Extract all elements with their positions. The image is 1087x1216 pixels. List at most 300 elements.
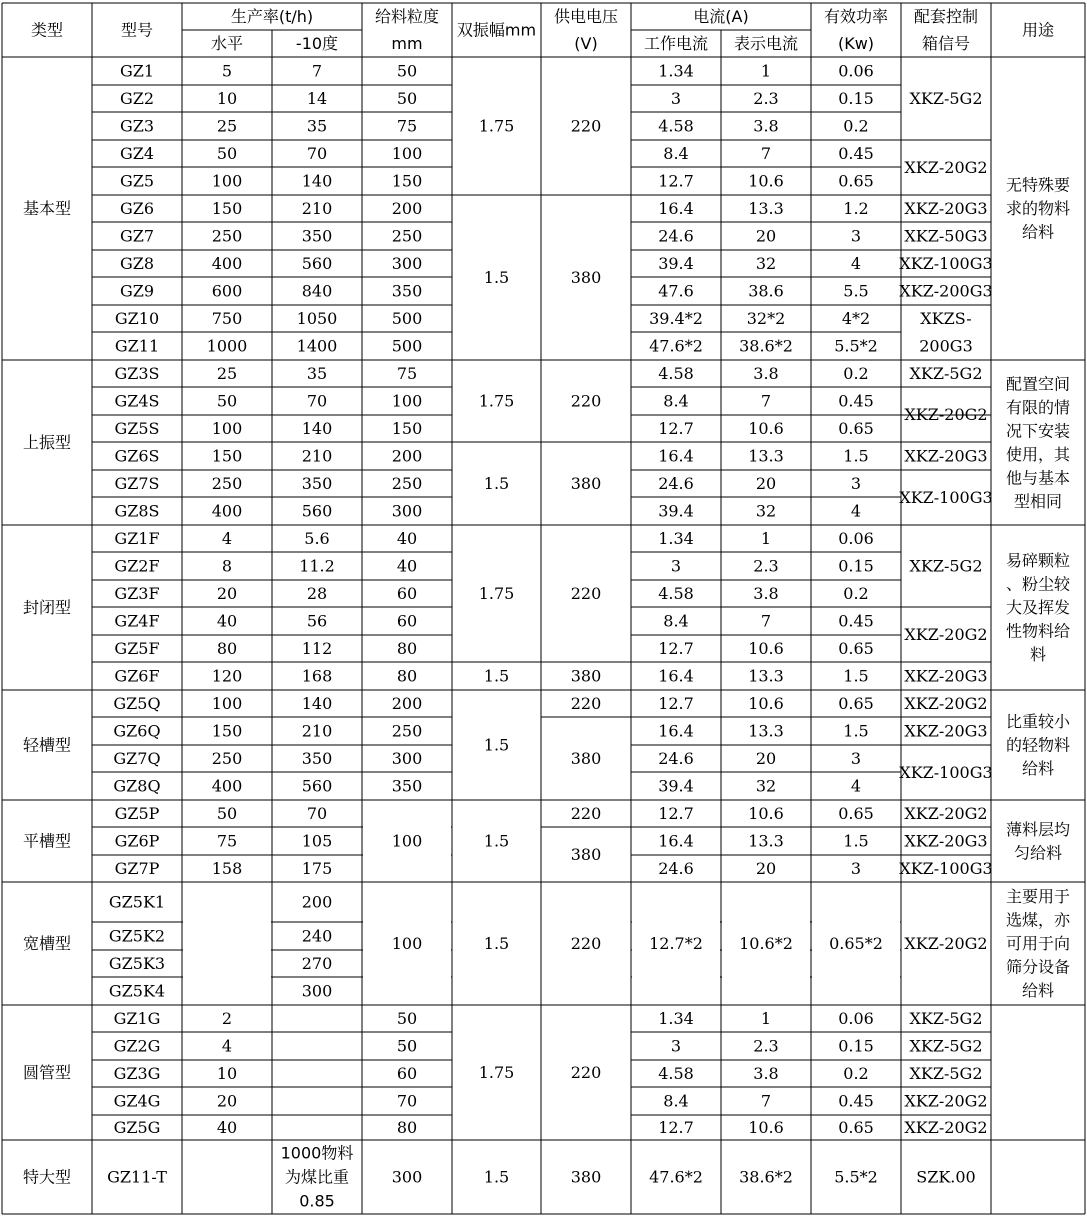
model-cell: GZ7 xyxy=(119,226,155,246)
header-grain: 给料粒度 xyxy=(374,7,440,26)
model-cell: GZ5K3 xyxy=(108,954,166,973)
rate-h-cell: 25 xyxy=(216,364,238,383)
rate-10-cell: 105 xyxy=(301,831,333,851)
volt-cell: 220 xyxy=(570,584,602,603)
header-volt: 供电电压 xyxy=(553,7,619,26)
cur-show-cell: 13.3 xyxy=(748,721,784,741)
rate-10-cell: 56 xyxy=(306,611,328,631)
model-cell: GZ8 xyxy=(119,254,155,273)
power-cell: 0.06 xyxy=(838,61,874,81)
use-cell: 易碎颗粒 xyxy=(1005,551,1071,570)
power-cell: 0.45 xyxy=(838,1091,874,1111)
power-cell: 3 xyxy=(850,226,862,246)
cur-show-cell: 10.6 xyxy=(748,1118,784,1137)
rate-h-cell: 20 xyxy=(216,584,238,603)
model-cell: GZ1G xyxy=(113,1009,161,1028)
group-label: 宽槽型 xyxy=(22,934,72,953)
rate-10-cell: 11.2 xyxy=(299,556,335,576)
cur-work-cell: 47.6*2 xyxy=(649,1167,703,1187)
model-cell: GZ4F xyxy=(114,611,160,631)
ctrl-cell: XKZ-20G2 xyxy=(904,625,988,644)
rate-10-cell: 175 xyxy=(301,859,333,878)
cur-show-cell: 32 xyxy=(755,254,777,273)
grain-cell: 80 xyxy=(396,666,418,686)
grain-cell: 80 xyxy=(396,1118,418,1137)
cur-work-cell: 12.7*2 xyxy=(649,934,703,953)
model-cell: GZ11 xyxy=(114,336,160,356)
header-power-unit: (Kw) xyxy=(837,34,875,53)
ctrl-cell: XKZ-50G3 xyxy=(904,226,988,246)
amp-cell: 1.5 xyxy=(483,1167,510,1187)
model-cell: GZ5S xyxy=(114,419,160,438)
use-cell: 主要用于 xyxy=(1005,887,1071,906)
header-rate: 生产率(t/h) xyxy=(230,7,314,26)
rate-10-cell: 35 xyxy=(306,364,328,383)
power-cell: 5.5*2 xyxy=(834,1167,878,1187)
rate-10-cell: 140 xyxy=(301,171,333,191)
grain-cell: 250 xyxy=(391,226,423,246)
ctrl-cell: XKZ-5G2 xyxy=(909,364,983,383)
cur-show-cell: 10.6*2 xyxy=(739,934,793,953)
grain-cell: 50 xyxy=(396,1009,418,1028)
grain-cell: 150 xyxy=(391,419,423,438)
rate-h-cell: 10 xyxy=(216,1064,238,1083)
power-cell: 1.5 xyxy=(843,831,869,851)
model-cell: GZ3 xyxy=(119,116,155,136)
power-cell: 0.65 xyxy=(838,639,874,658)
rate-10-cell: 14 xyxy=(306,89,328,108)
rate-h-cell: 40 xyxy=(216,611,238,631)
power-cell: 0.2 xyxy=(843,584,869,603)
rate-10-cell: 210 xyxy=(301,446,333,466)
model-cell: GZ2G xyxy=(113,1036,161,1056)
rate-h-cell: 250 xyxy=(211,749,243,768)
header-rate-h: 水平 xyxy=(210,34,244,53)
volt-cell: 380 xyxy=(570,474,602,493)
power-cell: 0.45 xyxy=(838,611,874,631)
cur-show-cell: 20 xyxy=(755,749,777,768)
use-cell: 无特殊要 xyxy=(1005,175,1071,195)
power-cell: 0.65*2 xyxy=(829,934,883,953)
ctrl-cell: 200G3 xyxy=(919,336,973,356)
model-cell: GZ7P xyxy=(114,859,160,878)
use-cell: 他与基本 xyxy=(1005,468,1071,488)
power-cell: 0.2 xyxy=(843,1064,869,1083)
rate-h-cell: 4 xyxy=(221,529,233,548)
header-current: 电流(A) xyxy=(693,7,749,26)
cur-show-cell: 2.3 xyxy=(753,1036,779,1056)
rate-h-cell: 250 xyxy=(211,474,243,493)
power-cell: 0.06 xyxy=(838,1009,874,1028)
rate-10-cell: 70 xyxy=(306,804,328,823)
grain-cell: 500 xyxy=(391,309,423,328)
volt-cell: 380 xyxy=(570,1167,602,1187)
grain-cell: 100 xyxy=(391,831,423,851)
grain-cell: 50 xyxy=(396,1036,418,1056)
rate-h-cell: 25 xyxy=(216,116,238,136)
power-cell: 4 xyxy=(850,776,862,796)
use-cell: 型相同 xyxy=(1013,491,1063,511)
grain-cell: 300 xyxy=(391,1167,423,1187)
cur-work-cell: 12.7 xyxy=(658,639,694,658)
cur-work-cell: 4.58 xyxy=(658,584,694,603)
ctrl-cell: XKZ-20G2 xyxy=(904,1091,988,1111)
use-cell: 使用，其 xyxy=(1005,444,1071,464)
use-cell: 给料 xyxy=(1021,759,1055,778)
rate-10-cell: 140 xyxy=(301,419,333,438)
use-cell: 给料 xyxy=(1021,222,1055,242)
cur-work-cell: 3 xyxy=(670,89,682,108)
model-cell: GZ5K2 xyxy=(108,926,166,946)
cur-show-cell: 1 xyxy=(760,61,772,81)
cur-show-cell: 7 xyxy=(760,391,772,411)
model-cell: GZ1F xyxy=(114,529,160,548)
model-cell: GZ8Q xyxy=(113,776,161,796)
rate-10-cell: 112 xyxy=(301,639,333,658)
cur-work-cell: 12.7 xyxy=(658,171,694,191)
grain-cell: 350 xyxy=(391,776,423,796)
power-cell: 0.2 xyxy=(843,116,869,136)
rate-10-cell: 28 xyxy=(306,584,328,603)
volt-cell: 380 xyxy=(570,845,602,864)
grain-cell: 60 xyxy=(396,584,418,603)
power-cell: 0.15 xyxy=(838,556,874,576)
power-cell: 3 xyxy=(850,474,862,493)
rate-h-cell: 2 xyxy=(221,1009,233,1028)
use-cell: 求的物料 xyxy=(1005,199,1071,218)
cur-work-cell: 1.34 xyxy=(658,61,694,81)
model-cell: GZ4S xyxy=(114,391,160,411)
rate-h-cell: 150 xyxy=(211,721,243,741)
cur-work-cell: 12.7 xyxy=(658,804,694,823)
cur-work-cell: 12.7 xyxy=(658,694,694,713)
model-cell: GZ5F xyxy=(114,639,160,658)
cur-work-cell: 8.4 xyxy=(663,611,689,631)
rate-h-cell: 400 xyxy=(211,501,243,521)
header-amp: 双振幅mm xyxy=(456,20,537,40)
header-power: 有效功率 xyxy=(823,7,889,26)
rate-10-cell: 70 xyxy=(306,144,328,163)
cur-show-cell: 20 xyxy=(755,474,777,493)
rate-h-cell: 5 xyxy=(221,61,233,81)
power-cell: 0.65 xyxy=(838,694,874,713)
ctrl-cell: XKZ-20G2 xyxy=(904,158,988,177)
rate-h-cell: 100 xyxy=(211,419,243,438)
use-cell: 配置空间 xyxy=(1005,374,1071,394)
rate-10-cell: 840 xyxy=(301,281,333,301)
cur-show-cell: 2.3 xyxy=(753,89,779,108)
grain-cell: 200 xyxy=(391,199,423,218)
cur-show-cell: 3.8 xyxy=(753,364,779,383)
cur-work-cell: 4.58 xyxy=(658,364,694,383)
rate-10-cell: 350 xyxy=(301,474,333,493)
cur-work-cell: 16.4 xyxy=(658,446,694,466)
ctrl-cell: XKZS- xyxy=(920,309,972,328)
use-cell: 筛分设备 xyxy=(1005,957,1071,977)
power-cell: 0.65 xyxy=(838,804,874,823)
cur-work-cell: 39.4 xyxy=(658,776,694,796)
power-cell: 0.45 xyxy=(838,391,874,411)
rate-h-cell: 600 xyxy=(211,281,243,301)
use-cell: 的轻物料 xyxy=(1005,735,1071,755)
rate-10-cell: 35 xyxy=(306,116,328,136)
rate-10-cell: 560 xyxy=(301,254,333,273)
use-cell: 况下安装 xyxy=(1005,421,1071,441)
model-cell: GZ4G xyxy=(113,1091,161,1111)
rate-10-cell: 168 xyxy=(301,666,333,686)
cur-show-cell: 32 xyxy=(755,501,777,521)
grain-cell: 60 xyxy=(396,1064,418,1083)
model-cell: GZ6 xyxy=(119,199,155,218)
rate-10-cell: 210 xyxy=(301,199,333,218)
cur-show-cell: 10.6 xyxy=(748,694,784,713)
header-cur-work: 工作电流 xyxy=(643,34,709,53)
power-cell: 0.06 xyxy=(838,529,874,548)
rate-h-cell: 400 xyxy=(211,776,243,796)
rate-h-cell: 400 xyxy=(211,254,243,273)
header-cur-show: 表示电流 xyxy=(733,34,799,53)
rate-10-cell: 1400 xyxy=(296,336,338,356)
grain-cell: 200 xyxy=(391,694,423,713)
cur-show-cell: 20 xyxy=(755,859,777,878)
cur-work-cell: 1.34 xyxy=(658,529,694,548)
amp-cell: 1.5 xyxy=(483,934,510,953)
cur-show-cell: 38.6 xyxy=(748,281,784,301)
cur-show-cell: 10.6 xyxy=(748,419,784,438)
model-cell: GZ10 xyxy=(114,309,160,328)
cur-show-cell: 7 xyxy=(760,611,772,631)
volt-cell: 220 xyxy=(570,116,602,136)
power-cell: 4 xyxy=(850,501,862,521)
grain-cell: 100 xyxy=(391,144,423,163)
cur-work-cell: 3 xyxy=(670,1036,682,1056)
rate-h-cell: 158 xyxy=(211,859,243,878)
model-cell: GZ5G xyxy=(113,1118,161,1137)
model-cell: GZ6S xyxy=(114,446,160,466)
rate-h-cell: 150 xyxy=(211,199,243,218)
use-cell: 大及挥发 xyxy=(1005,598,1071,617)
amp-cell: 1.5 xyxy=(483,474,510,493)
group-label: 上振型 xyxy=(22,433,72,452)
cur-show-cell: 32 xyxy=(755,776,777,796)
model-cell: GZ7S xyxy=(114,474,160,493)
grain-cell: 50 xyxy=(396,61,418,81)
cur-work-cell: 16.4 xyxy=(658,831,694,851)
cur-work-cell: 12.7 xyxy=(658,1118,694,1137)
power-cell: 5.5*2 xyxy=(834,336,878,356)
ctrl-cell: XKZ-20G2 xyxy=(904,804,988,823)
volt-cell: 380 xyxy=(570,749,602,768)
grain-cell: 250 xyxy=(391,721,423,741)
power-cell: 1.5 xyxy=(843,666,869,686)
ctrl-cell: XKZ-20G2 xyxy=(904,405,988,424)
use-cell: 薄料层均 xyxy=(1005,819,1071,839)
rate-h-cell: 150 xyxy=(211,446,243,466)
group-label: 圆管型 xyxy=(22,1063,72,1082)
use-cell: 选煤，亦 xyxy=(1005,910,1071,930)
ctrl-cell: XKZ-20G3 xyxy=(904,831,988,851)
cur-show-cell: 38.6*2 xyxy=(739,336,793,356)
ctrl-cell: XKZ-20G3 xyxy=(904,446,988,466)
grain-cell: 300 xyxy=(391,501,423,521)
cur-work-cell: 4.58 xyxy=(658,116,694,136)
model-cell: GZ4 xyxy=(119,144,155,163)
volt-cell: 220 xyxy=(570,934,602,953)
cur-work-cell: 3 xyxy=(670,556,682,576)
power-cell: 0.15 xyxy=(838,89,874,108)
group-label: 轻槽型 xyxy=(22,735,72,755)
rate-10-cell: 1050 xyxy=(296,309,338,328)
grain-cell: 300 xyxy=(391,749,423,768)
ctrl-cell: XKZ-5G2 xyxy=(909,1064,983,1083)
grain-cell: 500 xyxy=(391,336,423,356)
volt-cell: 220 xyxy=(570,391,602,411)
power-cell: 1.5 xyxy=(843,446,869,466)
cur-work-cell: 39.4*2 xyxy=(649,309,703,328)
cur-work-cell: 24.6 xyxy=(658,749,694,768)
power-cell: 0.45 xyxy=(838,144,874,163)
rate-h-cell: 10 xyxy=(216,89,238,108)
header-volt-unit: (V) xyxy=(574,34,598,53)
group-label: 封闭型 xyxy=(22,598,72,617)
rate-10-cell: 270 xyxy=(301,954,333,973)
use-cell: 料 xyxy=(1029,645,1047,664)
cur-work-cell: 8.4 xyxy=(663,1091,689,1111)
cur-show-cell: 10.6 xyxy=(748,804,784,823)
cell-mask xyxy=(183,883,271,1004)
amp-cell: 1.75 xyxy=(478,391,515,411)
model-cell: GZ5 xyxy=(119,171,155,191)
amp-cell: 1.75 xyxy=(478,1063,515,1082)
power-cell: 4*2 xyxy=(841,309,871,328)
cur-show-cell: 13.3 xyxy=(748,831,784,851)
cur-work-cell: 16.4 xyxy=(658,199,694,218)
rate-10-cell: 210 xyxy=(301,721,333,741)
cur-work-cell: 1.34 xyxy=(658,1009,694,1028)
rate-h-cell: 120 xyxy=(211,666,243,686)
cur-work-cell: 4.58 xyxy=(658,1064,694,1083)
cur-show-cell: 3.8 xyxy=(753,1064,779,1083)
rate-h-cell: 80 xyxy=(216,639,238,658)
use-cell: 可用于向 xyxy=(1005,934,1071,953)
header-grain-unit: mm xyxy=(391,34,423,53)
model-cell: GZ9 xyxy=(119,281,155,301)
ctrl-cell: XKZ-20G2 xyxy=(904,694,988,713)
power-cell: 1.5 xyxy=(843,721,869,741)
rate-h-cell: 250 xyxy=(211,226,243,246)
cur-show-cell: 2.3 xyxy=(753,556,779,576)
grain-cell: 200 xyxy=(391,446,423,466)
grain-cell: 40 xyxy=(396,556,418,576)
power-cell: 5.5 xyxy=(843,281,869,301)
model-cell: GZ2F xyxy=(114,556,160,576)
model-cell: GZ8S xyxy=(114,501,160,521)
use-cell: 性物料给 xyxy=(1005,621,1071,641)
power-cell: 3 xyxy=(850,749,862,768)
grain-cell: 80 xyxy=(396,639,418,658)
rate-h-cell: 750 xyxy=(211,309,243,328)
volt-cell: 220 xyxy=(570,804,602,823)
amp-cell: 1.5 xyxy=(483,735,510,755)
rate-h-cell: 50 xyxy=(216,144,238,163)
cur-show-cell: 1 xyxy=(760,529,772,548)
cur-work-cell: 24.6 xyxy=(658,226,694,246)
volt-cell: 380 xyxy=(570,268,602,287)
cur-show-cell: 13.3 xyxy=(748,199,784,218)
model-cell: GZ5Q xyxy=(113,694,161,713)
ctrl-cell: XKZ-100G3 xyxy=(899,859,993,878)
model-cell: GZ11-T xyxy=(107,1167,167,1187)
volt-cell: 220 xyxy=(570,1063,602,1082)
header-model: 型号 xyxy=(120,20,154,40)
rate-10-cell: 200 xyxy=(301,892,333,912)
ctrl-cell: XKZ-100G3 xyxy=(899,763,993,782)
cur-work-cell: 8.4 xyxy=(663,144,689,163)
cur-work-cell: 16.4 xyxy=(658,721,694,741)
grain-cell: 300 xyxy=(391,254,423,273)
volt-cell: 380 xyxy=(570,666,602,686)
volt-cell: 220 xyxy=(570,694,602,713)
rate-h-cell: 8 xyxy=(221,556,233,576)
grain-cell: 100 xyxy=(391,934,423,953)
cur-show-cell: 38.6*2 xyxy=(739,1167,793,1187)
amp-cell: 1.5 xyxy=(483,831,510,851)
ctrl-cell: XKZ-200G3 xyxy=(899,281,993,301)
ctrl-cell: XKZ-5G2 xyxy=(909,89,983,108)
rate-h-cell: 100 xyxy=(211,694,243,713)
model-cell: GZ3S xyxy=(114,364,160,383)
rate-h-cell: 4 xyxy=(221,1036,233,1056)
rate-h-cell: 75 xyxy=(216,831,238,851)
power-cell: 3 xyxy=(850,859,862,878)
cur-show-cell: 13.3 xyxy=(748,446,784,466)
ctrl-cell: XKZ-100G3 xyxy=(899,488,993,507)
ctrl-cell: XKZ-5G2 xyxy=(909,556,983,576)
ctrl-cell: XKZ-20G3 xyxy=(904,199,988,218)
rate-h-cell: 20 xyxy=(216,1091,238,1111)
use-cell: 比重较小 xyxy=(1005,712,1071,731)
ctrl-cell: XKZ-5G2 xyxy=(909,1009,983,1028)
header-use: 用途 xyxy=(1021,20,1055,40)
power-cell: 0.2 xyxy=(843,364,869,383)
model-cell: GZ3G xyxy=(113,1064,161,1083)
cur-show-cell: 7 xyxy=(760,1091,772,1111)
header-ctrl: 箱信号 xyxy=(921,34,971,53)
cur-show-cell: 13.3 xyxy=(748,666,784,686)
cur-show-cell: 3.8 xyxy=(753,116,779,136)
model-cell: GZ6F xyxy=(114,666,160,686)
cur-work-cell: 39.4 xyxy=(658,501,694,521)
grain-cell: 350 xyxy=(391,281,423,301)
use-cell: 给料 xyxy=(1021,981,1055,1000)
cur-work-cell: 12.7 xyxy=(658,419,694,438)
power-cell: 0.65 xyxy=(838,419,874,438)
rate-10-cell: 5.6 xyxy=(304,529,330,548)
rate-h-cell: 50 xyxy=(216,804,238,823)
rate-10-cell: 560 xyxy=(301,501,333,521)
cur-work-cell: 16.4 xyxy=(658,666,694,686)
power-cell: 4 xyxy=(850,254,862,273)
ctrl-cell: XKZ-5G2 xyxy=(909,1036,983,1056)
cur-work-cell: 24.6 xyxy=(658,474,694,493)
grain-cell: 75 xyxy=(396,116,418,136)
cur-show-cell: 7 xyxy=(760,144,772,163)
power-cell: 0.65 xyxy=(838,171,874,191)
rate-h-cell: 40 xyxy=(216,1118,238,1137)
grain-cell: 75 xyxy=(396,364,418,383)
cur-show-cell: 3.8 xyxy=(753,584,779,603)
grain-cell: 60 xyxy=(396,611,418,631)
